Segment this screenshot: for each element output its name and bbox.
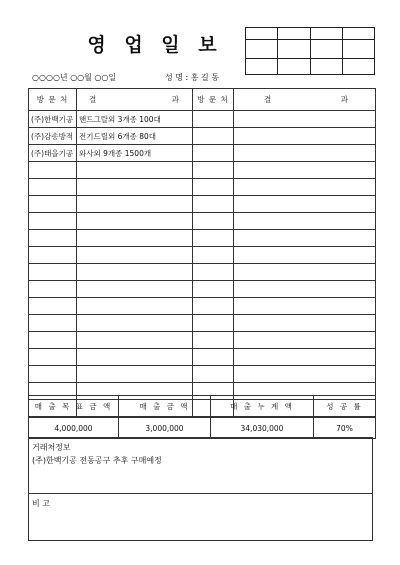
- success-rate-value: 70%: [314, 418, 376, 439]
- client-info-label: 거래처정보: [32, 443, 71, 452]
- visit-result: 핸드그랄외 3개종 100대: [77, 111, 193, 128]
- client-info-section: [28, 437, 373, 494]
- table-row: [29, 196, 376, 213]
- sales-summary-table: [28, 395, 376, 439]
- approval-cell: [342, 59, 374, 75]
- column-header-result-left: 결: [89, 95, 98, 104]
- table-row: [29, 315, 376, 332]
- column-header-place-2: 방 문 처: [193, 89, 234, 111]
- table-row: [29, 179, 376, 196]
- approval-cell: [246, 40, 278, 59]
- table-row: [29, 349, 376, 366]
- remarks-section: [28, 494, 373, 541]
- visit-result: 전기드릴외 6개종 80대: [77, 128, 193, 145]
- table-row: [29, 162, 376, 179]
- visit-place: (주)감송방적: [29, 128, 77, 145]
- column-header-result: [77, 89, 193, 111]
- approval-cell: [342, 28, 374, 40]
- table-row: [29, 213, 376, 230]
- visit-result: [234, 128, 376, 145]
- visit-result: [234, 145, 376, 162]
- table-row: [29, 230, 376, 247]
- table-row: [29, 111, 376, 128]
- approval-cell: [278, 28, 310, 40]
- report-title: 영 업 일 보: [87, 34, 223, 56]
- client-info-text: (주)한백기공 전동공구 추후 구매예정: [32, 456, 162, 465]
- table-row: [29, 298, 376, 315]
- approval-cell: [310, 59, 342, 75]
- sales-target-value: 4,000,000: [29, 418, 119, 439]
- visit-place: [193, 111, 234, 128]
- visit-place: (주)태을기공: [29, 145, 77, 162]
- column-header-result-right-2: 과: [340, 95, 349, 104]
- approval-stamp-box: [245, 27, 375, 75]
- column-header-result-left-2: 결: [264, 95, 273, 104]
- summary-header-row: [29, 396, 376, 418]
- summary-header-cumulative: 매 출 누 계 액: [211, 396, 314, 418]
- table-row: [29, 145, 376, 162]
- table-row: [29, 366, 376, 383]
- summary-header-sales: 매 출 금 액: [119, 396, 211, 418]
- sales-amount-value: 3,000,000: [119, 418, 211, 439]
- report-date: ○○○○년 ○○월 ○○일: [32, 73, 117, 82]
- table-row: [29, 247, 376, 264]
- approval-cell: [246, 59, 278, 75]
- column-header-place: 방 문 처: [29, 89, 77, 111]
- approval-cell: [310, 40, 342, 59]
- author-name: 성 명 : 홍 길 동: [165, 73, 220, 82]
- visits-table: [28, 88, 376, 417]
- column-header-result-2: [234, 89, 376, 111]
- visits-table-header: [29, 89, 376, 111]
- summary-header-success-rate: 성 공 률: [314, 396, 376, 418]
- approval-cell: [342, 40, 374, 59]
- table-row: [29, 128, 376, 145]
- sales-cumulative-value: 34,030,000: [211, 418, 314, 439]
- visit-place: [193, 145, 234, 162]
- column-header-result-right: 과: [171, 95, 180, 104]
- approval-cell: [310, 28, 342, 40]
- summary-header-target: 매 출 목 표 금 액: [29, 396, 119, 418]
- visit-result: [234, 111, 376, 128]
- table-row: [29, 264, 376, 281]
- summary-value-row: [29, 418, 376, 439]
- table-row: [29, 281, 376, 298]
- approval-cell: [278, 59, 310, 75]
- visit-result: 와사외 9개종 1500개: [77, 145, 193, 162]
- visit-place: [193, 128, 234, 145]
- remarks-label: 비 고: [32, 499, 50, 508]
- table-row: [29, 332, 376, 349]
- approval-cell: [246, 28, 278, 40]
- visit-place: (주)한백기공: [29, 111, 77, 128]
- approval-cell: [278, 40, 310, 59]
